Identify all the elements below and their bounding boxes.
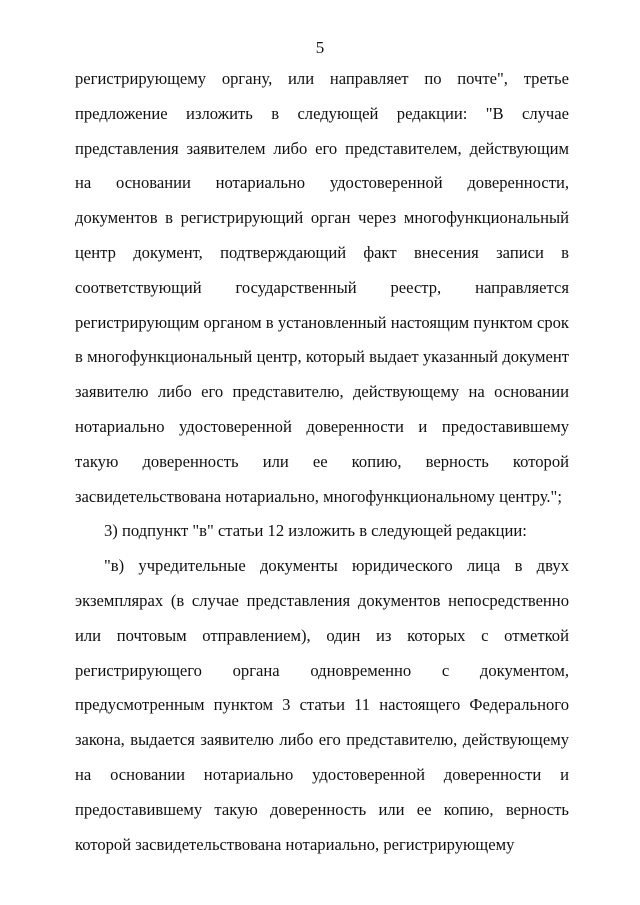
paragraph-quoted-text: "в) учредительные документы юридического лица в двух экземплярах (в случае представления документов непосредственно или почтовым отправлением), один из которых с отметкой регистрирующего органа одновременно с документом, предусмотренным пунктом 3 статьи 11 настоящего Федерального закона, выдается заявителю либо его представителю, действующему на основании нотариально удостоверенной доверенности и предоставившему такую доверенность или ее копию, верность которой засвидетельствована нотариально, регистрирующему	[75, 556, 569, 854]
paragraph-continuation: регистрирующему органу, или направляет по почте", третье предложение изложить в следующей редакции: "В случае представления заявителем либо его представителем, действующим на основании нотариально удостоверенной доверенности, документов в регистрирующий орган через многофункциональный центр документ, подтверждающий факт внесения записи в соответствующий государственный реестр, направляется регистрирующим органом в установленный настоящим пунктом срок в многофункциональный центр, который выдает указанный документ заявителю либо его представителю, действующему на основании нотариально удостоверенной доверенности и предоставившему такую доверенность или ее копию, верность которой засвидетельствована нотариально, многофункциональному центру.";	[75, 69, 569, 506]
page-number: 5	[315, 38, 325, 57]
paragraph-subitem-3: 3) подпункт "в" статьи 12 изложить в следующей редакции:	[104, 521, 527, 541]
document-body	[75, 62, 569, 862]
